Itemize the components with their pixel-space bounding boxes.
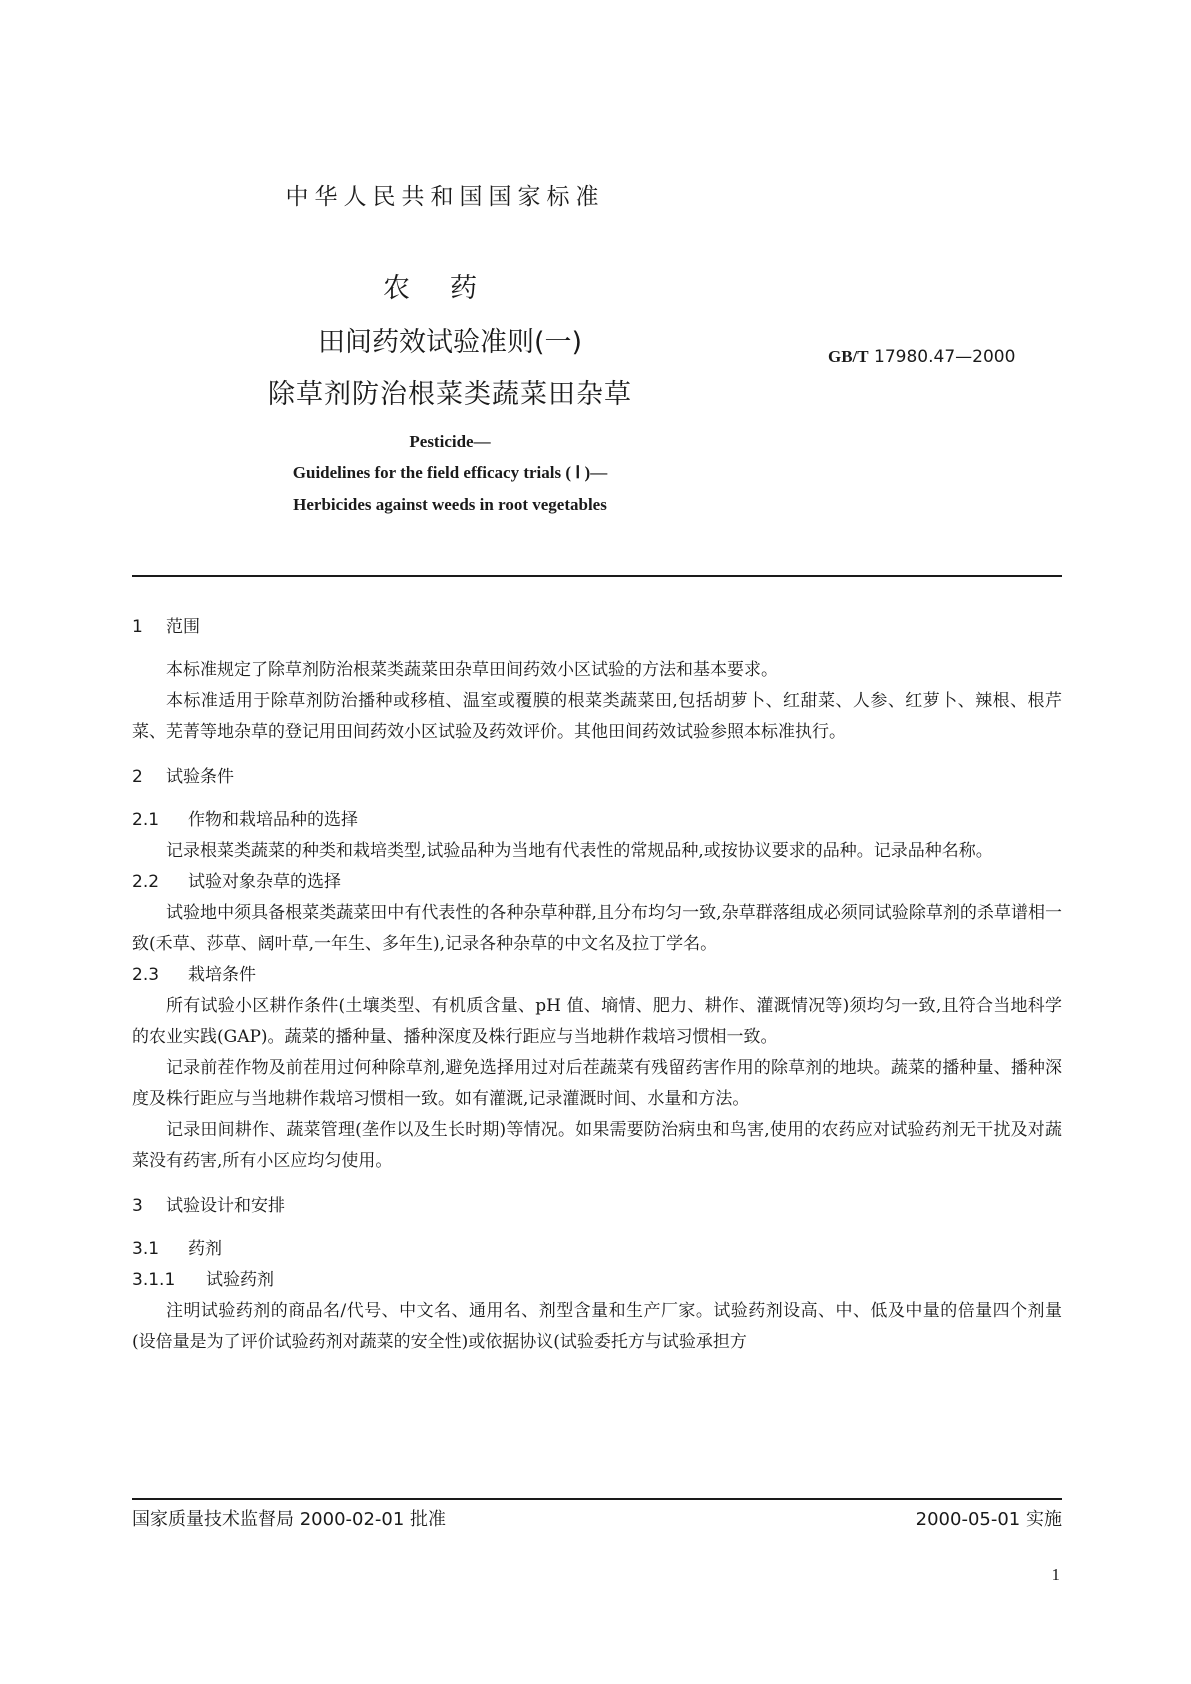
document-body: [132, 612, 1062, 1358]
subsection-2-1-heading: [132, 805, 1062, 836]
subsection-number: 2.3: [132, 965, 160, 985]
subsection-3-1-heading: [132, 1234, 1062, 1265]
title-line-3: 除草剂防治根菜类蔬菜田杂草: [268, 379, 632, 410]
implementation-date: 2000-05-01 实施: [915, 1509, 1062, 1530]
english-title-line-1: Pesticide—: [409, 432, 491, 451]
subsection-2-2-heading: [132, 867, 1062, 898]
section-number: 1: [132, 617, 143, 637]
paragraph: 所有试验小区耕作条件(土壤类型、有机质含量、pH 值、墒情、肥力、耕作、灌溉情况等)须均匀一致,且符合当地科学的农业实践(GAP)。蔬菜的播种量、播种深度及株行距应与当地耕作栽培习惯相一致。: [132, 996, 1062, 1047]
standard-code-prefix: GB/T: [828, 347, 869, 366]
national-standard-heading: 中华人民共和国国家标准: [285, 184, 605, 210]
english-title-line-3: Herbicides against weeds in root vegetables: [293, 495, 607, 514]
subsection-title: 药剂: [188, 1239, 222, 1259]
top-divider: [132, 575, 1062, 577]
section-title: 范围: [166, 617, 200, 637]
paragraph: 记录田间耕作、蔬菜管理(垄作以及生长时期)等情况。如果需要防治病虫和鸟害,使用的农药应对试验药剂无干扰及对蔬菜没有药害,所有小区应均匀使用。: [132, 1120, 1062, 1171]
title-line-1: 农药: [383, 273, 517, 304]
page-number: 1: [1051, 1565, 1060, 1584]
section-number: 2: [132, 767, 143, 787]
section-2-heading: [132, 762, 1062, 793]
subsection-3-1-1-heading: [132, 1265, 1062, 1296]
paragraph: 试验地中须具备根菜类蔬菜田中有代表性的各种杂草种群,且分布均匀一致,杂草群落组成必须同试验除草剂的杀草谱相一致(禾草、莎草、阔叶草,一年生、多年生),记录各种杂草的中文名及拉丁学名。: [132, 903, 1062, 954]
standard-code: [828, 347, 1015, 367]
bottom-divider: [132, 1498, 1062, 1500]
approval-line: 国家质量技术监督局 2000-02-01 批准: [132, 1509, 447, 1530]
subsection-title: 栽培条件: [188, 965, 256, 985]
subsection-number: 3.1: [132, 1239, 160, 1259]
section-title: 试验条件: [166, 767, 234, 787]
subsection-number: 2.1: [132, 810, 160, 830]
paragraph: 注明试验药剂的商品名/代号、中文名、通用名、剂型含量和生产厂家。试验药剂设高、中、低及中量的倍量四个剂量(设倍量是为了评价试验药剂对蔬菜的安全性)或依据协议(试验委托方与试验承担方: [132, 1301, 1062, 1352]
subsection-title: 作物和栽培品种的选择: [188, 810, 358, 830]
paragraph: 记录前茬作物及前茬用过何种除草剂,避免选择用过对后茬蔬菜有残留药害作用的除草剂的地块。蔬菜的播种量、播种深度及株行距应与当地耕作栽培习惯相一致。如有灌溉,记录灌溉时间、水量和方法。: [132, 1058, 1062, 1109]
paragraph: 本标准规定了除草剂防治根菜类蔬菜田杂草田间药效小区试验的方法和基本要求。: [166, 660, 778, 680]
section-3-heading: [132, 1191, 1062, 1222]
standard-code-number: 17980.47—2000: [874, 347, 1016, 367]
paragraph: 本标准适用于除草剂防治播种或移植、温室或覆膜的根菜类蔬菜田,包括胡萝卜、红甜菜、人参、红萝卜、辣根、根芹菜、芜菁等地杂草的登记用田间药效小区试验及药效评价。其他田间药效试验参照本标准执行。: [132, 691, 1062, 742]
section-title: 试验设计和安排: [166, 1196, 285, 1216]
section-1-heading: [132, 612, 1062, 643]
paragraph: 记录根菜类蔬菜的种类和栽培类型,试验品种为当地有代表性的常规品种,或按协议要求的品种。记录品种名称。: [166, 841, 993, 861]
section-number: 3: [132, 1196, 143, 1216]
title-line-2: 田间药效试验准则(一): [317, 327, 583, 358]
english-title-line-2: Guidelines for the field efficacy trials ( Ⅰ )—: [292, 463, 608, 482]
subsection-title: 试验药剂: [206, 1270, 274, 1290]
subsection-2-3-heading: [132, 960, 1062, 991]
subsection-number: 3.1.1: [132, 1270, 176, 1290]
subsection-number: 2.2: [132, 872, 160, 892]
subsection-title: 试验对象杂草的选择: [188, 872, 341, 892]
